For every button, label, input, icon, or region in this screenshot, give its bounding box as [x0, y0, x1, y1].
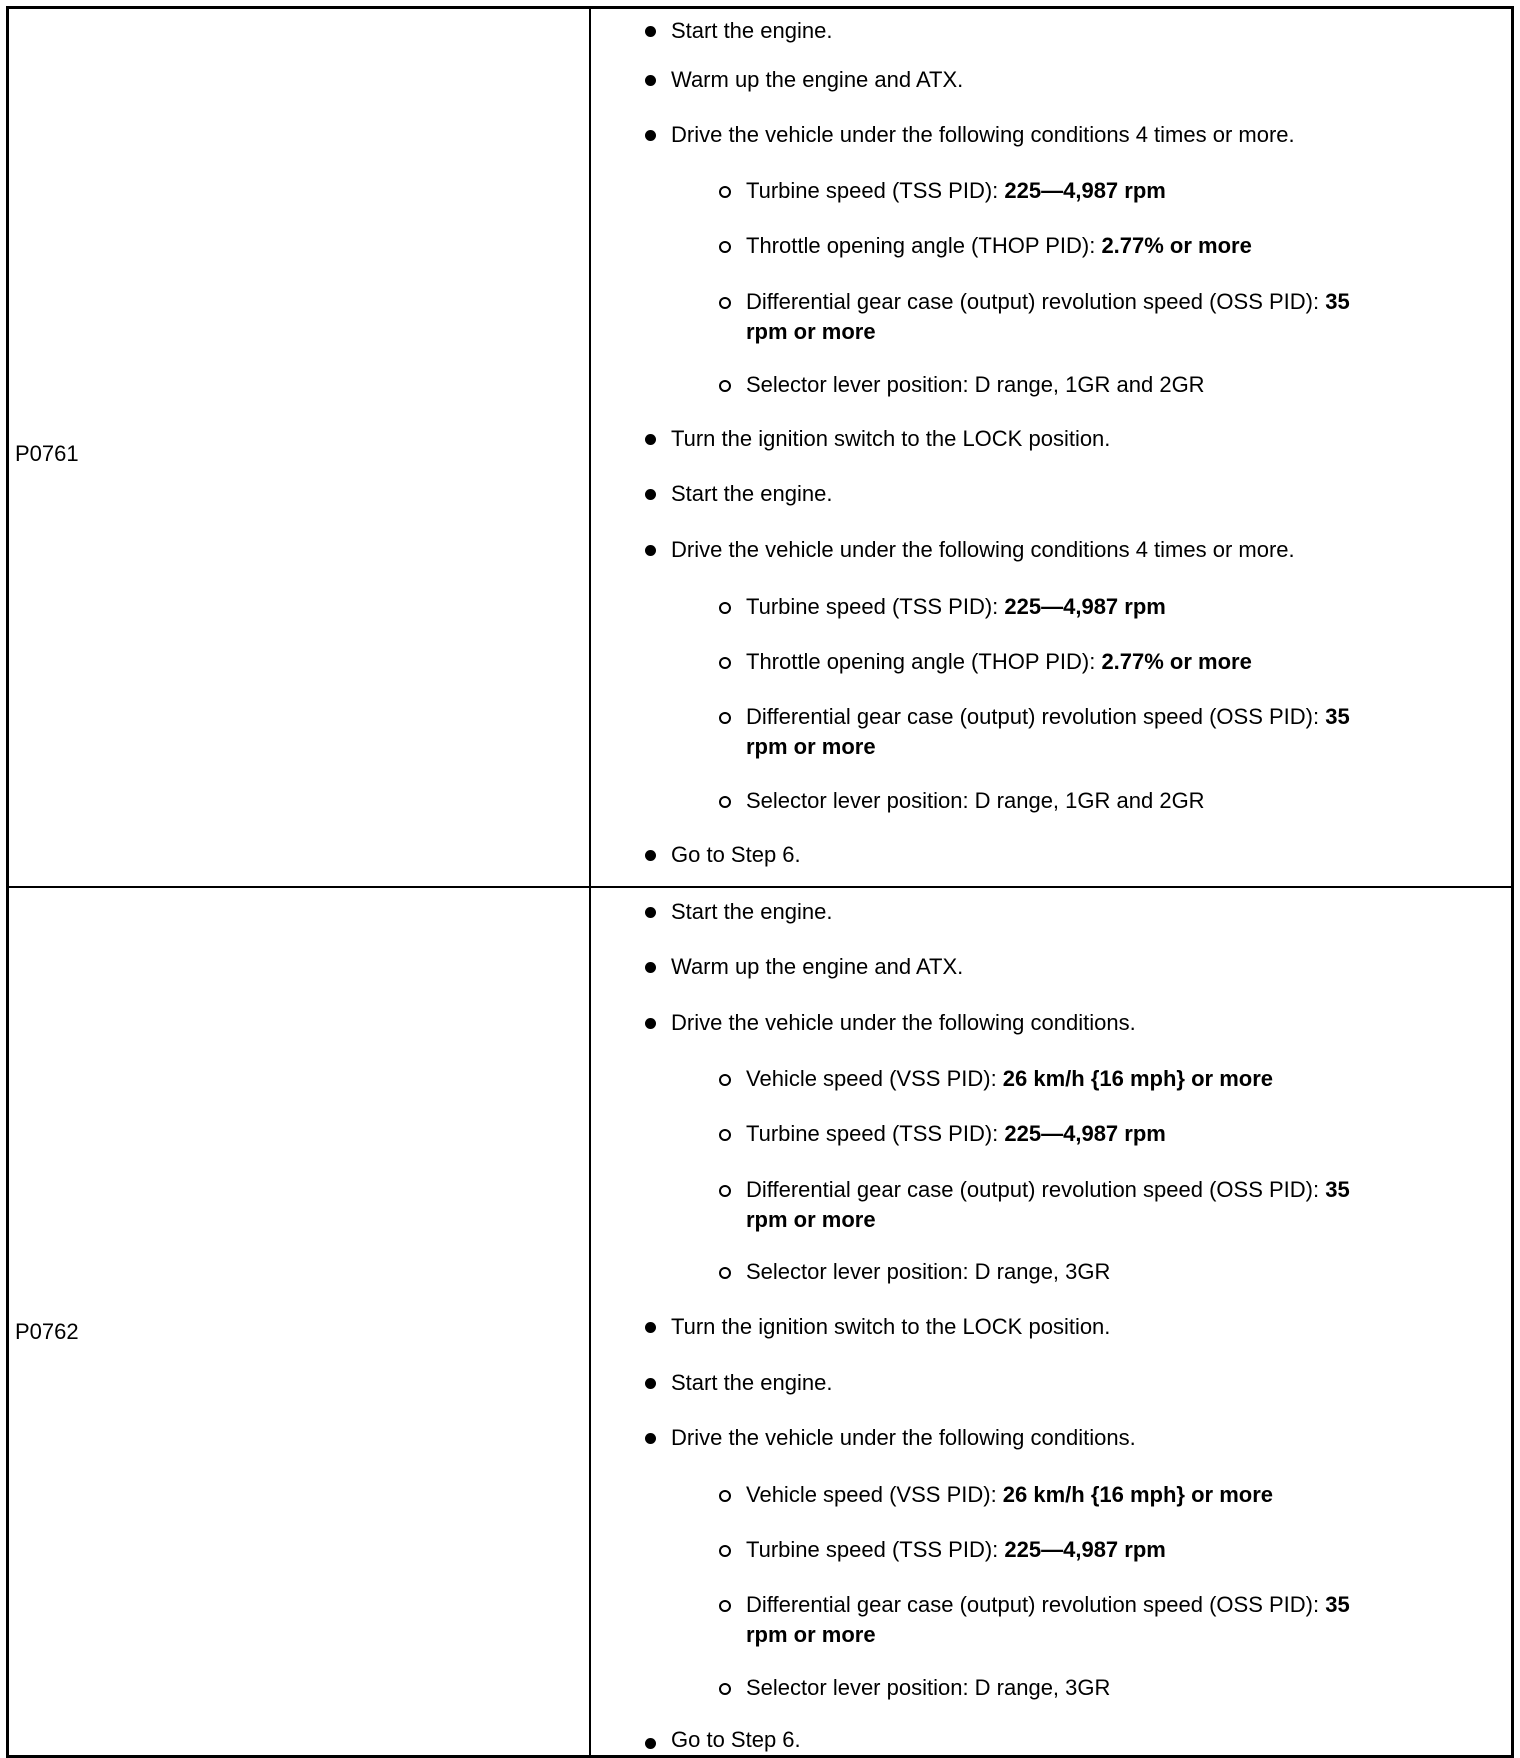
condition-value: 35 — [1325, 1592, 1350, 1617]
sub-bullet-icon — [719, 657, 731, 669]
sub-bullet-icon — [719, 602, 731, 614]
bullet-icon — [645, 962, 656, 973]
condition-item — [746, 176, 1166, 206]
bullet-icon — [645, 1322, 656, 1333]
dtc-code: P0761 — [15, 441, 79, 466]
condition-value-continued: rpm or more — [746, 319, 876, 344]
condition-item — [746, 702, 1350, 732]
condition-item — [746, 647, 1252, 677]
sub-bullet-icon — [719, 1683, 731, 1695]
step-item: Turn the ignition switch to the LOCK position. — [671, 1314, 1111, 1339]
condition-item — [746, 1480, 1273, 1510]
bullet-icon — [645, 489, 656, 500]
bullet-icon — [645, 434, 656, 445]
condition-item — [746, 287, 1350, 317]
condition-item: Selector lever position: D range, 1GR and 2GR — [746, 788, 1205, 813]
condition-label: Throttle opening angle (THOP PID): — [746, 233, 1102, 258]
condition-value: 26 km/h {16 mph} or more — [1002, 1066, 1274, 1091]
sub-bullet-icon — [719, 1185, 731, 1197]
condition-item — [746, 1175, 1350, 1205]
step-item: Turn the ignition switch to the LOCK position. — [671, 426, 1111, 451]
bullet-icon — [645, 130, 656, 141]
procedure-steps-cell — [591, 888, 1511, 1755]
condition-item: Selector lever position: D range, 3GR — [746, 1259, 1111, 1284]
sub-bullet-icon — [719, 1545, 731, 1557]
condition-label: Differential gear case (output) revolution speed (OSS PID): — [746, 289, 1326, 314]
condition-item — [746, 1535, 1166, 1565]
condition-item — [746, 592, 1166, 622]
table-row — [9, 9, 1511, 886]
condition-value: 35 — [1325, 289, 1350, 314]
step-item: Start the engine. — [671, 1370, 833, 1395]
condition-item — [746, 1590, 1350, 1620]
condition-value-continued: rpm or more — [746, 1622, 876, 1647]
condition-label: Turbine speed (TSS PID): — [746, 594, 1005, 619]
bullet-icon — [645, 1433, 656, 1444]
condition-label: Differential gear case (output) revolution speed (OSS PID): — [746, 704, 1326, 729]
step-item: Drive the vehicle under the following conditions. — [671, 1425, 1136, 1450]
bullet-icon — [645, 1738, 656, 1749]
sub-bullet-icon — [719, 796, 731, 808]
sub-bullet-icon — [719, 1074, 731, 1086]
condition-value-continued: rpm or more — [746, 734, 876, 759]
bullet-icon — [645, 1018, 656, 1029]
condition-item: Selector lever position: D range, 3GR — [746, 1675, 1111, 1700]
sub-bullet-icon — [719, 186, 731, 198]
step-item: Start the engine. — [671, 899, 833, 924]
sub-bullet-icon — [719, 712, 731, 724]
sub-bullet-icon — [719, 1129, 731, 1141]
sub-bullet-icon — [719, 1267, 731, 1279]
condition-label: Vehicle speed (VSS PID): — [746, 1066, 1003, 1091]
bullet-icon — [645, 75, 656, 86]
condition-value: 2.77% or more — [1101, 649, 1252, 674]
step-item: Drive the vehicle under the following conditions 4 times or more. — [671, 122, 1295, 147]
condition-value: 35 — [1325, 704, 1350, 729]
step-item: Go to Step 6. — [671, 842, 801, 867]
condition-item — [746, 231, 1252, 261]
condition-label: Throttle opening angle (THOP PID): — [746, 649, 1102, 674]
procedure-steps-cell — [591, 9, 1511, 886]
table-row — [9, 886, 1511, 1755]
step-item: Start the engine. — [671, 18, 833, 43]
dtc-code-cell — [9, 9, 591, 886]
condition-value: 225—4,987 rpm — [1004, 178, 1166, 203]
condition-label: Vehicle speed (VSS PID): — [746, 1482, 1003, 1507]
dtc-code-cell — [9, 888, 591, 1755]
condition-item: Selector lever position: D range, 1GR and 2GR — [746, 372, 1205, 397]
condition-label: Turbine speed (TSS PID): — [746, 1537, 1005, 1562]
condition-value-continued: rpm or more — [746, 1207, 876, 1232]
condition-item — [746, 1119, 1166, 1149]
sub-bullet-icon — [719, 1490, 731, 1502]
condition-item — [746, 1064, 1273, 1094]
sub-bullet-icon — [719, 241, 731, 253]
condition-value: 26 km/h {16 mph} or more — [1002, 1482, 1274, 1507]
condition-label: Turbine speed (TSS PID): — [746, 178, 1005, 203]
step-item: Warm up the engine and ATX. — [671, 67, 964, 92]
condition-value: 2.77% or more — [1101, 233, 1252, 258]
dtc-code: P0762 — [15, 1319, 79, 1344]
step-item: Start the engine. — [671, 481, 833, 506]
step-item: Warm up the engine and ATX. — [671, 954, 964, 979]
condition-label: Turbine speed (TSS PID): — [746, 1121, 1005, 1146]
step-item: Drive the vehicle under the following conditions 4 times or more. — [671, 537, 1295, 562]
procedure-table — [6, 6, 1514, 1758]
sub-bullet-icon — [719, 297, 731, 309]
condition-value: 35 — [1325, 1177, 1350, 1202]
condition-value: 225—4,987 rpm — [1004, 1537, 1166, 1562]
sub-bullet-icon — [719, 1600, 731, 1612]
bullet-icon — [645, 907, 656, 918]
condition-label: Differential gear case (output) revolution speed (OSS PID): — [746, 1177, 1326, 1202]
bullet-icon — [645, 850, 656, 861]
step-item: Go to Step 6. — [671, 1727, 801, 1752]
condition-value: 225—4,987 rpm — [1004, 1121, 1166, 1146]
bullet-icon — [645, 26, 656, 37]
condition-label: Differential gear case (output) revolution speed (OSS PID): — [746, 1592, 1326, 1617]
bullet-icon — [645, 1378, 656, 1389]
sub-bullet-icon — [719, 380, 731, 392]
bullet-icon — [645, 545, 656, 556]
step-item: Drive the vehicle under the following conditions. — [671, 1010, 1136, 1035]
condition-value: 225—4,987 rpm — [1004, 594, 1166, 619]
